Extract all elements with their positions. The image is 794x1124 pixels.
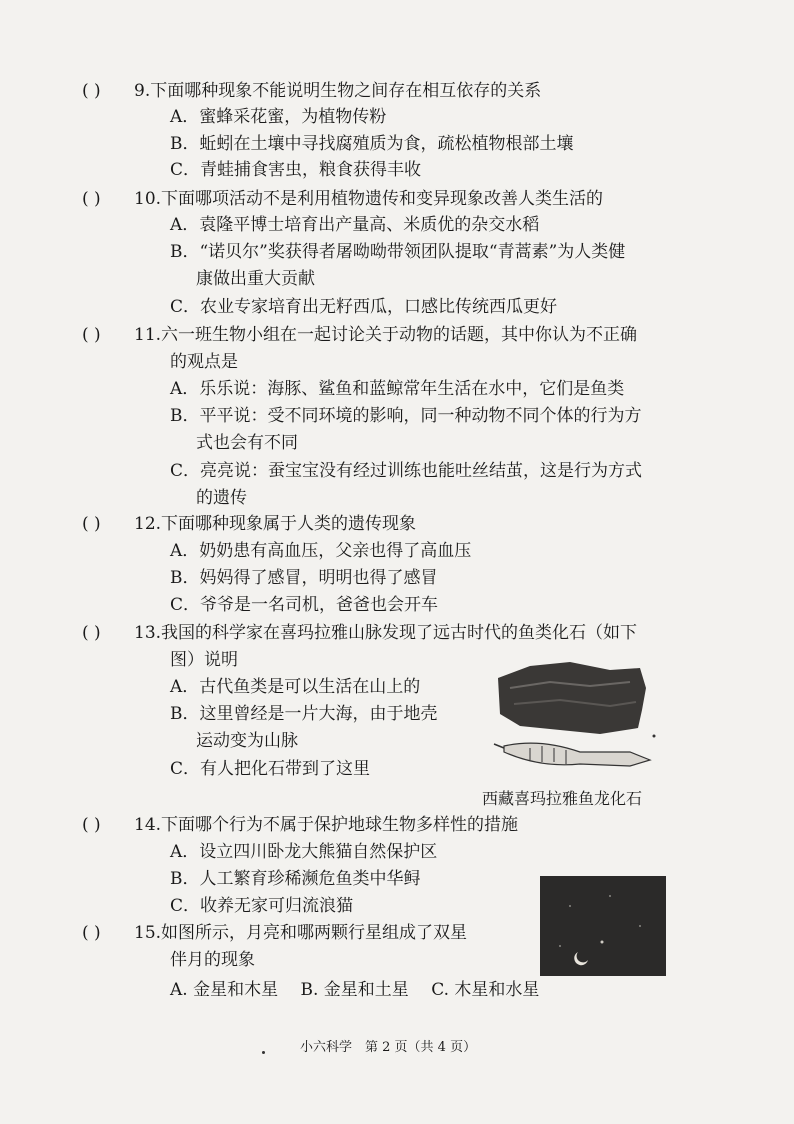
option-b-continued: 运动变为山脉 <box>196 731 298 751</box>
answer-blank[interactable]: ( ) <box>82 325 101 345</box>
question-number: 10. <box>134 189 162 209</box>
figure-caption: 西藏喜玛拉雅鱼龙化石 <box>482 789 643 808</box>
question-12 <box>82 511 682 538</box>
option-a: A．袁隆平博士培育出产量高、米质优的杂交水稻 <box>170 215 540 235</box>
question-9 <box>82 78 682 105</box>
answer-blank[interactable]: ( ) <box>82 923 101 943</box>
question-stem: 下面哪项活动不是利用植物遗传和变异现象改善人类生活的 <box>161 189 604 209</box>
option-c: C．亮亮说：蚕宝宝没有经过训练也能吐丝结茧，这是行为方式 <box>170 461 643 481</box>
question-stem-continued: 伴月的现象 <box>170 950 255 970</box>
fish-fossil-image <box>490 648 662 776</box>
option-c: C．爷爷是一名司机，爸爸也会开车 <box>170 595 439 615</box>
question-number: 14. <box>134 815 162 835</box>
page-footer: 小六科学 第 2 页（共 4 页） <box>300 1040 477 1055</box>
question-stem: 下面哪种现象不能说明生物之间存在相互依存的关系 <box>150 81 542 101</box>
question-number: 12. <box>134 514 162 534</box>
question-15 <box>82 920 682 947</box>
answer-blank[interactable]: ( ) <box>82 514 101 534</box>
question-number: 15. <box>134 923 162 943</box>
option-c: C．农业专家培育出无籽西瓜，口感比传统西瓜更好 <box>170 297 558 317</box>
answer-blank[interactable]: ( ) <box>82 189 101 209</box>
question-number: 11. <box>134 325 162 345</box>
answer-blank[interactable]: ( ) <box>82 623 101 643</box>
option-b: B．平平说：受不同环境的影响，同一种动物不同个体的行为方 <box>170 406 642 426</box>
question-13 <box>82 620 682 647</box>
question-stem-continued: 的观点是 <box>170 352 238 372</box>
options-row: A. 金星和木星 B. 金星和土星 C. 木星和水星 <box>170 980 540 1000</box>
option-b: B．妈妈得了感冒，明明也得了感冒 <box>170 568 438 588</box>
option-b: B．这里曾经是一片大海，由于地壳 <box>170 704 438 724</box>
option-c: C．有人把化石带到了这里 <box>170 759 371 779</box>
question-11 <box>82 322 682 349</box>
option-c: C．收养无家可归流浪猫 <box>170 896 354 916</box>
answer-blank[interactable]: ( ) <box>82 81 101 101</box>
question-number: 13. <box>134 623 162 643</box>
option-b-continued: 康做出重大贡献 <box>196 269 315 289</box>
option-c: C．青蛙捕食害虫，粮食获得丰收 <box>170 160 422 180</box>
option-a: A．蜜蜂采花蜜，为植物传粉 <box>170 107 387 127</box>
option-a: A．奶奶患有高血压，父亲也得了高血压 <box>170 541 472 561</box>
question-stem: 我国的科学家在喜玛拉雅山脉发现了远古时代的鱼类化石（如下 <box>161 623 638 643</box>
question-10 <box>82 186 682 213</box>
question-stem: 六一班生物小组在一起讨论关于动物的话题，其中你认为不正确 <box>161 325 638 345</box>
option-b: B．人工繁育珍稀濒危鱼类中华鲟 <box>170 869 421 889</box>
option-a: A．古代鱼类是可以生活在山上的 <box>170 677 421 697</box>
option-b: B．“诺贝尔”奖获得者屠呦呦带领团队提取“青蒿素”为人类健 <box>170 242 626 262</box>
answer-blank[interactable]: ( ) <box>82 815 101 835</box>
option-b-continued: 式也会有不同 <box>196 433 298 453</box>
question-stem-continued: 图）说明 <box>170 650 238 670</box>
option-b: B．蚯蚓在土壤中寻找腐殖质为食，疏松植物根部土壤 <box>170 134 574 154</box>
question-stem: 下面哪种现象属于人类的遗传现象 <box>161 514 417 534</box>
scan-dot <box>262 1051 265 1054</box>
question-stem: 如图所示，月亮和哪两颗行星组成了双星 <box>161 923 468 943</box>
question-14 <box>82 812 682 839</box>
question-number: 9. <box>134 81 151 101</box>
option-c-continued: 的遗传 <box>196 488 247 508</box>
option-a: A．设立四川卧龙大熊猫自然保护区 <box>170 842 438 862</box>
question-stem: 下面哪个行为不属于保护地球生物多样性的措施 <box>161 815 519 835</box>
option-a: A．乐乐说：海豚、鲨鱼和蓝鲸常年生活在水中，它们是鱼类 <box>170 379 625 399</box>
